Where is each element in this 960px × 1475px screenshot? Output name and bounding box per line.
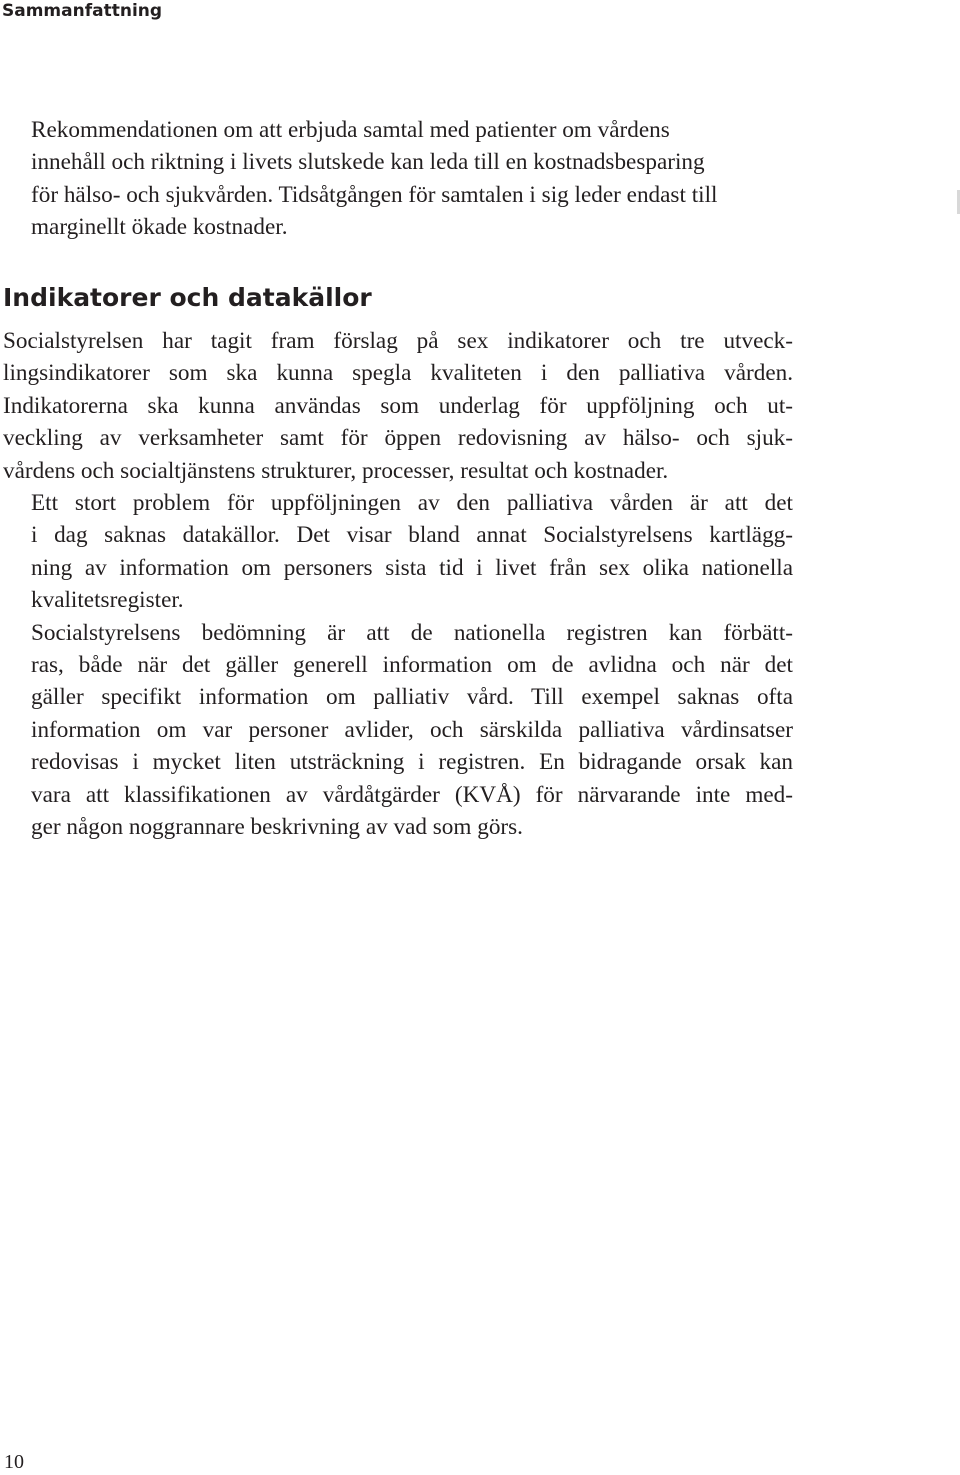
text-line: Socialstyrelsen har tagit fram förslag på sex indikatorer och tre utveck- — [3, 328, 793, 354]
text-line: Indikatorerna ska kunna användas som underlag för uppföljning och ut- — [3, 392, 793, 419]
paragraph-data-sources — [3, 487, 793, 617]
text-line: kvalitetsregister. — [31, 587, 184, 614]
running-head: Sammanfattning — [2, 1, 163, 21]
section-heading: Indikatorer och datakällor — [3, 283, 372, 312]
text-line: lingsindikatorer som ska kunna spegla kvaliteten i den palliativa vården. — [3, 360, 793, 387]
text-line: redovisas i mycket liten utsträckning i registren. En bidragande orsak kan — [31, 749, 793, 776]
text-line: innehåll och riktning i livets slutskede kan leda till en kostnadsbesparing — [31, 149, 705, 176]
text-line: marginellt ökade kostnader. — [31, 214, 288, 241]
text-line: i dag saknas datakällor. Det visar bland annat Socialstyrelsens kartlägg- — [31, 522, 793, 549]
section-body — [3, 325, 793, 844]
text-line: ras, både när det gäller generell information om de avlidna och när det — [31, 652, 793, 679]
text-line: Rekommendationen om att erbjuda samtal med patienter om vårdens — [31, 117, 670, 143]
text-line: veckling av verksamheter samt för öppen redovisning av hälso- och sjuk- — [3, 425, 793, 452]
text-line: vara att klassifikationen av vårdåtgärder (KVÅ) för närvarande inte med- — [31, 781, 793, 808]
text-line: för hälso- och sjukvården. Tidsåtgången för samtalen i sig leder endast till — [31, 181, 718, 208]
text-line: gäller specifikt information om palliativ vård. Till exempel saknas ofta — [31, 684, 793, 711]
paragraph-indicators — [3, 325, 793, 487]
text-line: information om var personer avlider, och särskilda palliativa vårdinsatser — [31, 716, 793, 743]
text-line: Ett stort problem för uppföljningen av den palliativa vården är att det — [31, 490, 793, 517]
text-line: Socialstyrelsens bedömning är att de nationella registren kan förbätt- — [31, 619, 793, 646]
text-line: vårdens och socialtjänstens strukturer, processer, resultat och kostnader. — [3, 457, 669, 484]
intro-text — [3, 114, 793, 244]
paragraph-assessment — [3, 617, 793, 844]
intro-paragraph — [3, 114, 793, 244]
page-number: 10 — [4, 1451, 24, 1473]
text-line: ning av information om personers sista tid i livet från sex olika nationella — [31, 554, 793, 581]
text-line: ger någon noggrannare beskrivning av vad som görs. — [31, 814, 523, 841]
